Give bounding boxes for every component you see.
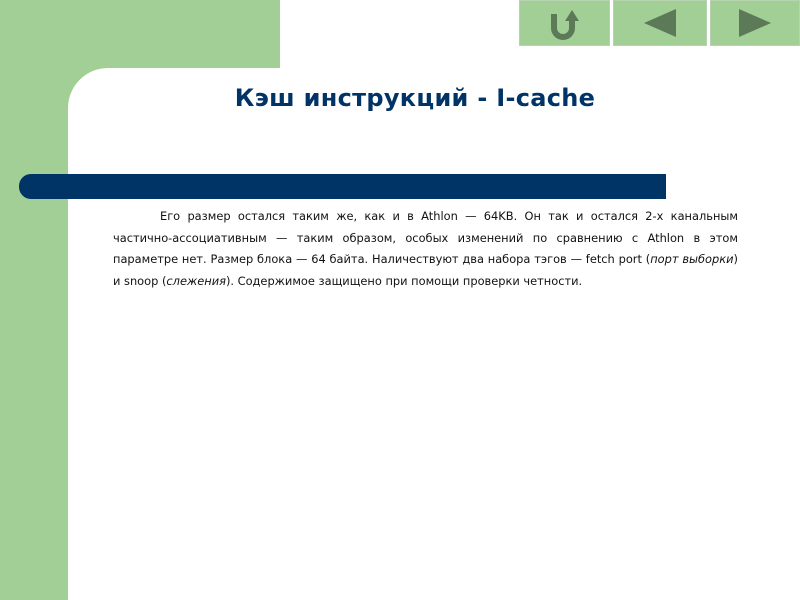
paragraph-text-1: Его размер остался таким же, как и в Athlon — 64KB. Он так и остался 2-х канальным частично-ассоциативным — таким образом, особых изменений по сравнению с Athlon в этом параметре нет. Размер блока — 64 байта. Наличествуют два набора тэгов — fetch port ( <box>113 209 738 266</box>
triangle-left-icon <box>640 5 680 41</box>
frame-top-band <box>0 0 280 68</box>
term-fetch-port: порт выборки <box>650 252 734 266</box>
paragraph-text-2: ) и snoop ( <box>113 252 738 288</box>
return-button[interactable] <box>519 0 610 46</box>
title-divider-bar <box>19 174 666 199</box>
return-arrow-icon <box>545 5 585 41</box>
paragraph-text-3: ). Содержимое защищено при помощи проверки четности. <box>225 273 583 288</box>
slide-title: Кэш инструкций - I-cache <box>234 84 596 112</box>
slide-body-paragraph <box>113 206 738 292</box>
term-snoop: слежения <box>166 273 226 288</box>
triangle-right-icon <box>735 5 775 41</box>
previous-slide-button[interactable] <box>613 0 707 46</box>
next-slide-button[interactable] <box>710 0 800 46</box>
